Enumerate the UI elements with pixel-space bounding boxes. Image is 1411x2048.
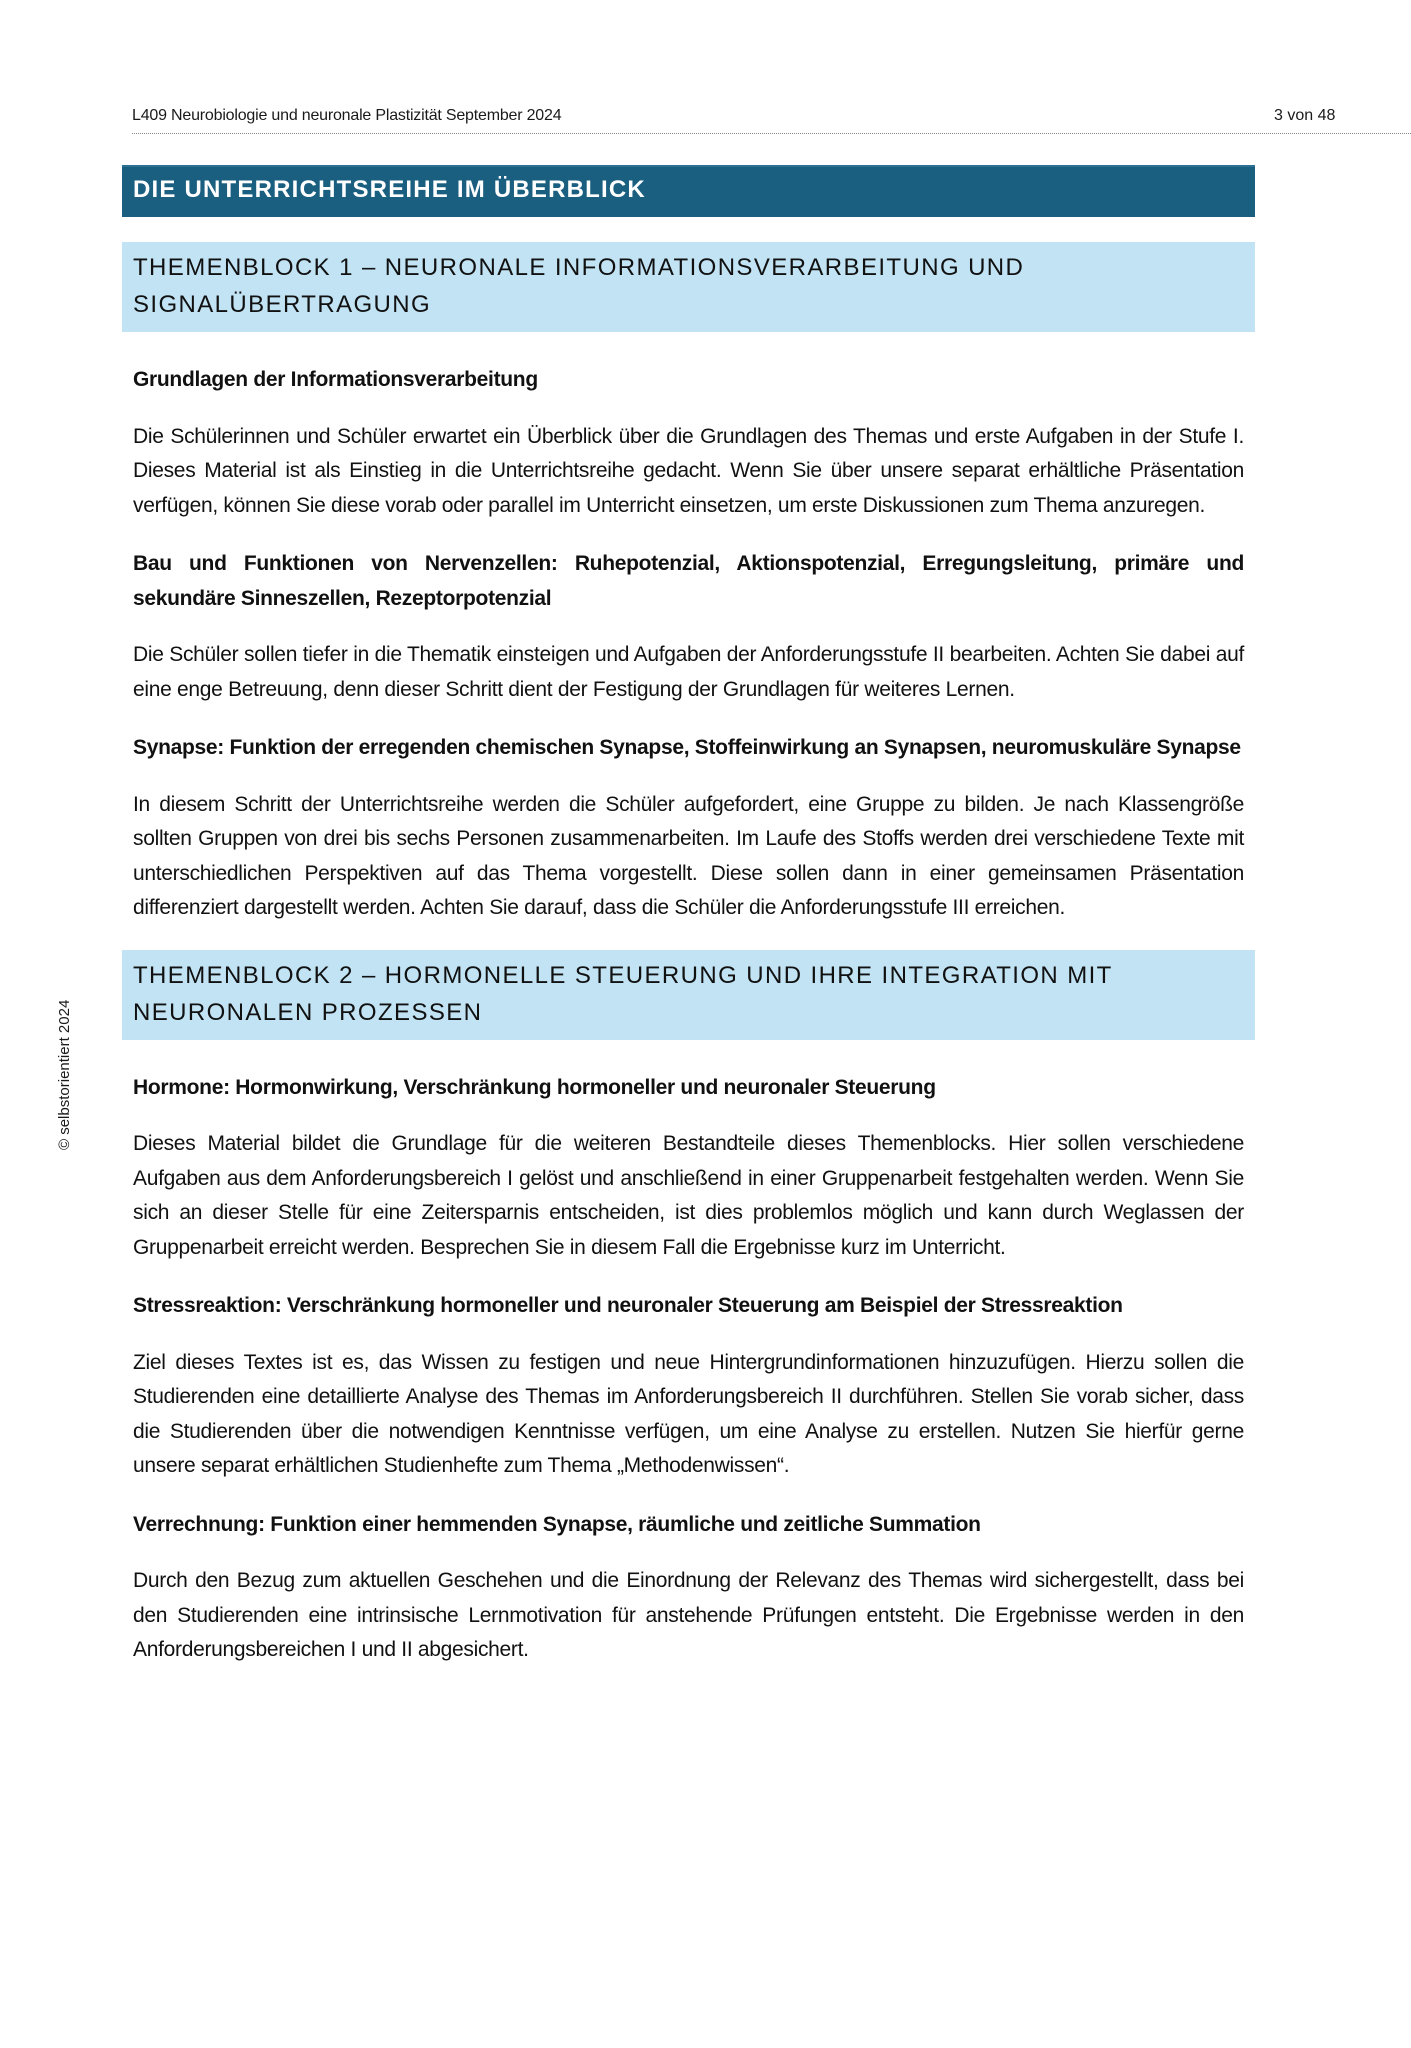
block-2-title-bar bbox=[122, 950, 1255, 1040]
page-number: 3 von 48 bbox=[1274, 107, 1336, 124]
block-2-sections bbox=[122, 1040, 1255, 1668]
block-1-title-line-1: THEMENBLOCK 1 – NEURONALE INFORMATIONSVERARBEITUNG UND bbox=[133, 254, 1025, 281]
section-heading: Synapse: Funktion der erregenden chemischen Synapse, Stoffeinwirkung an Synapsen, neuromuskuläre Synapse bbox=[133, 736, 1241, 759]
section-text: In diesem Schritt der Unterrichtsreihe werden die Schüler aufgefordert, eine Gruppe zu bilden. Je nach Klassengröße sollten Gruppen von drei bis sechs Personen zusammenarbeiten. Im Laufe des Stoffs werden drei verschiedene Texte mit unterschiedlichen Perspektiven auf das Thema vorgestellt. Diese sollen dann in einer gemeinsamen Präsentation differenziert dargestellt werden. Achten Sie darauf, dass die Schüler die Anforderungsstufe III erreichen. bbox=[133, 792, 1244, 919]
section-text: Durch den Bezug zum aktuellen Geschehen und die Einordnung der Relevanz des Themas wird sichergestellt, dass bei den Studierenden eine intrinsische Lernmotivation für anstehende Prüfungen entsteht. Die Ergebnisse werden in den Anforderungsbereichen I und II abgesichert. bbox=[133, 1569, 1244, 1661]
section-heading: Hormone: Hormonwirkung, Verschränkung hormoneller und neuronaler Steuerung bbox=[133, 1075, 936, 1099]
page-content bbox=[122, 165, 1255, 1668]
section-heading: Bau und Funktionen von Nervenzellen: Ruhepotenzial, Aktionspotenzial, Erregungsleitung, primäre und sekundäre Sinneszellen, Rezeptorpotenzial bbox=[133, 552, 1244, 610]
copyright-notice: © selbstorientiert 2024 bbox=[56, 999, 73, 1150]
section-heading: Stressreaktion: Verschränkung hormoneller und neuronaler Steuerung am Beispiel der Stressreaktion bbox=[133, 1294, 1123, 1317]
main-title: DIE UNTERRICHTSREIHE IM ÜBERBLICK bbox=[133, 176, 646, 203]
section-text: Dieses Material bildet die Grundlage für die weiteren Bestandteile dieses Themenblocks. Hier sollen verschiedene Aufgaben aus dem Anforderungsbereich I gelöst und anschließend in einer Gruppenarbeit festgehalten werden. Wenn Sie sich an dieser Stelle für eine Zeitersparnis entscheiden, ist dies problemlos möglich und kann durch Weglassen der Gruppenarbeit erreicht werden. Besprechen Sie in diesem Fall die Ergebnisse kurz im Unterricht. bbox=[133, 1132, 1244, 1259]
block-2-title-line-2: NEURONALEN PROZESSEN bbox=[133, 998, 483, 1026]
section-text: Die Schüler sollen tiefer in die Thematik einsteigen und Aufgaben der Anforderungsstufe II bearbeiten. Achten Sie dabei auf eine enge Betreuung, denn dieser Schritt dient der Festigung der Grundlagen für weiteres Lernen. bbox=[133, 643, 1244, 701]
section-text: Die Schülerinnen und Schüler erwartet ein Überblick über die Grundlagen des Themas und erste Aufgaben in der Stufe I. Dieses Material ist als Einstieg in die Unterrichtsreihe gedacht. Wenn Sie über unsere separat erhältliche Präsentation verfügen, können Sie diese vorab oder parallel im Unterricht einsetzen, um erste Diskussionen zum Thema anzuregen. bbox=[133, 424, 1244, 517]
section-heading: Grundlagen der Informationsverarbeitung bbox=[133, 368, 538, 391]
page-header bbox=[132, 105, 1411, 134]
block-1-title-line-2: SIGNALÜBERTRAGUNG bbox=[133, 291, 432, 318]
main-title-bar bbox=[122, 165, 1255, 217]
document-title: L409 Neurobiologie und neuronale Plastizität September 2024 bbox=[132, 107, 562, 124]
section-heading: Verrechnung: Funktion einer hemmenden Synapse, räumliche und zeitliche Summation bbox=[133, 1512, 981, 1536]
section-text: Ziel dieses Textes ist es, das Wissen zu festigen und neue Hintergrundinformationen hinzuzufügen. Hierzu sollen die Studierenden eine detaillierte Analyse des Themas im Anforderungsbereich II durchführen. Stellen Sie vorab sicher, dass die Studierenden über die notwendigen Kenntnisse verfügen, um eine Analyse zu erstellen. Nutzen Sie hierfür gerne unsere separat erhältlichen Studienhefte zum Thema „Methodenwissen“. bbox=[133, 1350, 1244, 1477]
block-2-title-line-1: THEMENBLOCK 2 – HORMONELLE STEUERUNG UND IHRE INTEGRATION MIT bbox=[133, 961, 1113, 989]
block-1-title-bar bbox=[122, 242, 1255, 332]
block-1-sections bbox=[122, 332, 1255, 926]
